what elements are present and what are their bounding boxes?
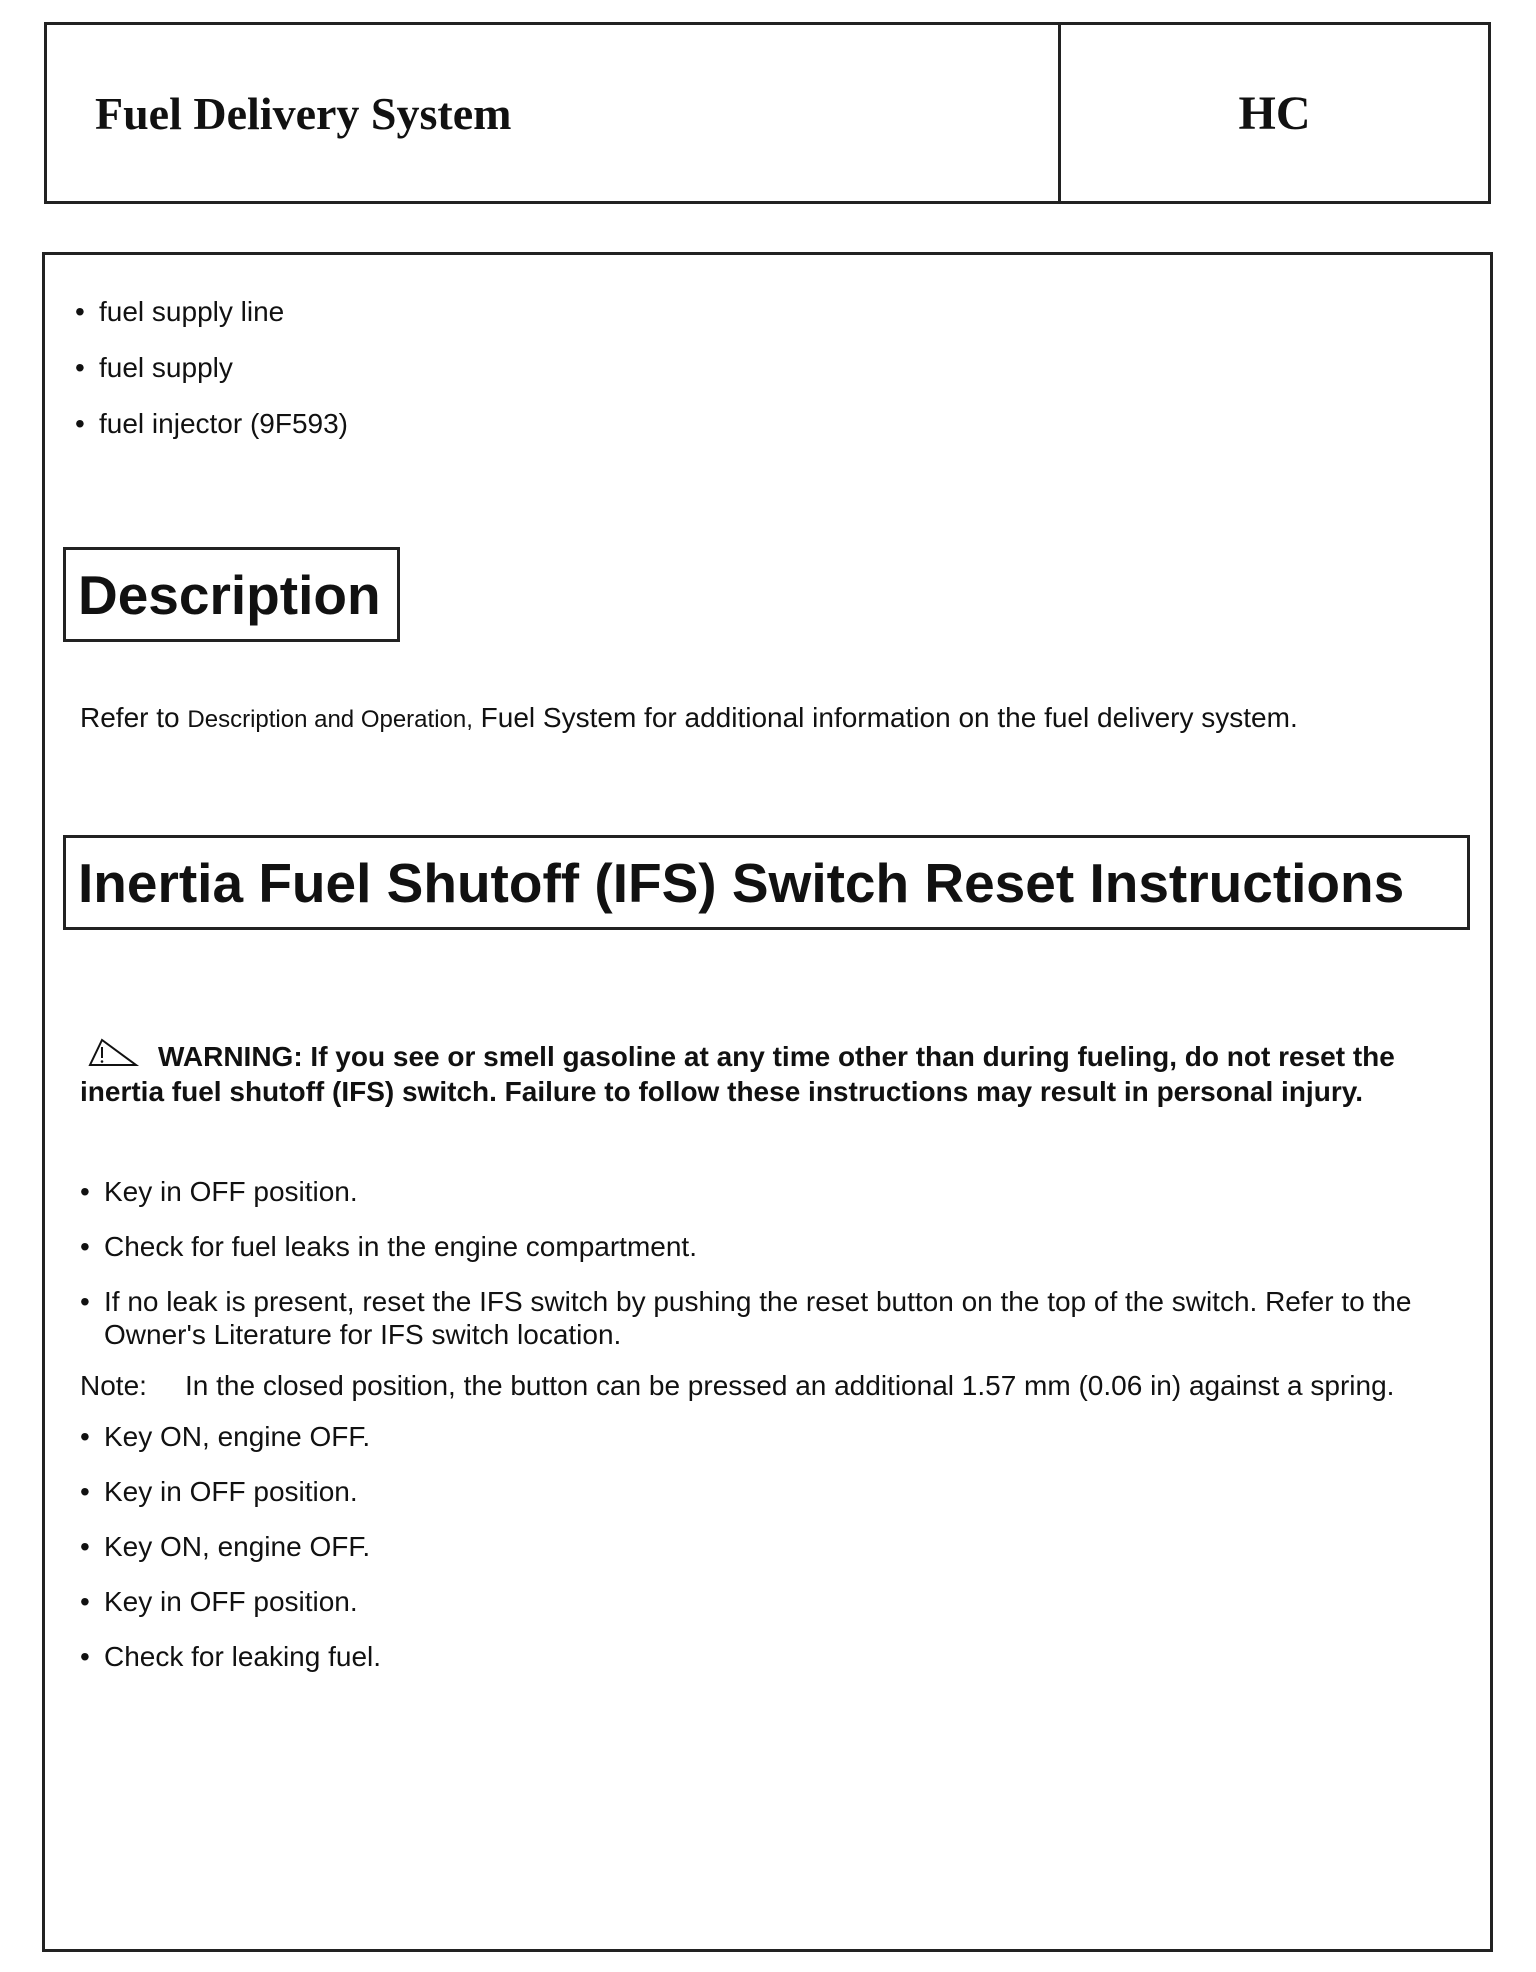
list-item: • If no leak is present, reset the IFS switch by pushing the reset button on the top of the switch. Refer to the Owner's Literature for IFS switch location. [80,1285,1475,1351]
page-header [44,22,1491,204]
list-item: • Key ON, engine OFF. [80,1530,1475,1563]
list-item: • fuel supply [75,351,348,384]
list-item: • Key in OFF position. [80,1175,1475,1208]
intro-list [75,295,348,463]
list-item: • Key ON, engine OFF. [80,1420,1475,1453]
list-item: • fuel injector (9F593) [75,407,348,440]
list-item: • Check for fuel leaks in the engine compartment. [80,1230,1475,1263]
steps-list-a [80,1175,1475,1351]
list-item: • Key in OFF position. [80,1585,1475,1618]
warning-triangle-icon [88,1038,144,1068]
list-item: • Key in OFF position. [80,1475,1475,1508]
warning-text: WARNING: If you see or smell gasoline at any time other than during fueling, do not reset the inertia fuel shutoff (IFS) switch. Failure to follow these instructions may result in personal injury. [80,1041,1395,1107]
list-item: • fuel supply line [75,295,348,328]
warning-block [80,1038,1475,1109]
description-text-suffix: Fuel System for additional information on the fuel delivery system. [480,702,1298,733]
note-label: Note: [80,1370,147,1401]
header-code: HC [1238,86,1311,140]
description-reference: Description and Operation, [187,706,473,733]
description-paragraph [80,702,1480,734]
description-heading: Description [63,547,400,642]
ifs-heading: Inertia Fuel Shutoff (IFS) Switch Reset Instructions [63,835,1470,930]
note-text: In the closed position, the button can be pressed an additional 1.57 mm (0.06 in) against a spring. [185,1370,1395,1401]
content-box [42,252,1493,1952]
note [80,1369,1475,1402]
list-item: • Check for leaking fuel. [80,1640,1475,1673]
header-title: Fuel Delivery System [47,25,1061,201]
steps-section [80,1175,1475,1695]
steps-list-b [80,1420,1475,1673]
description-text-prefix: Refer to [80,702,180,733]
